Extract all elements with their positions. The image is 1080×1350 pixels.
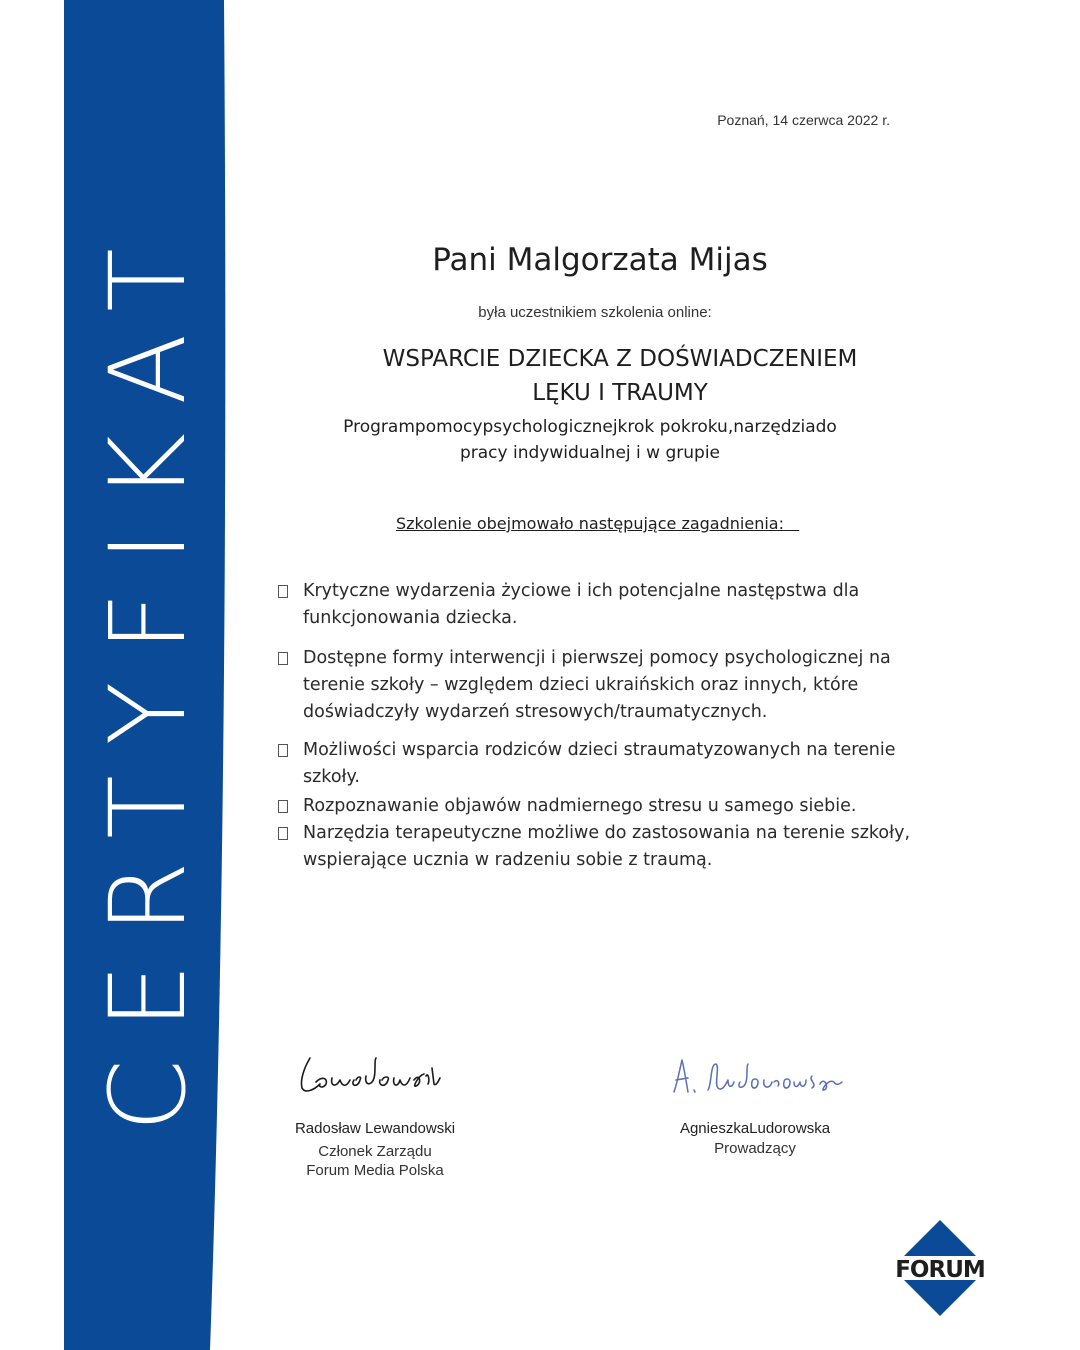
topic-item: [275, 578, 925, 632]
certificate-heading: CERTYFIKAT: [87, 218, 209, 1132]
issue-date: Poznań, 14 czerwca 2022 r.: [717, 112, 890, 128]
course-title: [320, 342, 920, 410]
course-subtitle: [300, 414, 880, 466]
signatory-right-name: AgnieszkaLudorowska: [679, 1120, 831, 1137]
bullet-box-icon: [278, 585, 288, 598]
topic-item: [275, 737, 925, 791]
signatory-right-role: Prowadzący: [714, 1140, 796, 1157]
forum-logo: [890, 1218, 990, 1318]
topics-list: [275, 578, 925, 874]
topic-text: Krytyczne wydarzenia życiowe i ich potencjalne następstwa dla funkcjonowania dziecka.: [303, 581, 860, 628]
bullet-box-icon: [278, 652, 288, 665]
intro-text: była uczestnikiem szkolenia online:: [478, 304, 712, 321]
signatory-right: [660, 1120, 850, 1158]
signature-ludorowska: [666, 1054, 846, 1102]
signatory-left-name: Radosław Lewandowski: [294, 1120, 456, 1137]
recipient-name: Pani Malgorzata Mijas: [432, 242, 768, 278]
signatory-left: [280, 1120, 470, 1180]
topic-item: [275, 645, 925, 726]
logo-text: FORUM: [895, 1257, 985, 1283]
signatory-left-role-2: Forum Media Polska: [306, 1162, 444, 1179]
course-subtitle-line-2: pracy indywidualnej i w grupie: [459, 443, 720, 463]
topic-item: [275, 820, 925, 874]
course-title-line-1: WSPARCIE DZIECKA Z DOŚWIADCZENIEM: [382, 346, 858, 372]
topic-text: Rozpoznawanie objawów nadmiernego stresu u samego siebie.: [303, 796, 857, 816]
topics-heading: Szkolenie obejmowało następujące zagadnienia:: [396, 514, 800, 533]
topic-text: Możliwości wsparcia rodziców dzieci straumatyzowanych na terenie szkoły.: [303, 740, 896, 787]
bullet-box-icon: [278, 800, 288, 813]
signature-lewandowski: [296, 1050, 446, 1096]
topic-item: [275, 793, 925, 820]
signatory-left-role-1: Członek Zarządu: [318, 1143, 432, 1160]
bullet-box-icon: [278, 827, 288, 840]
topic-text: Dostępne formy interwencji i pierwszej pomocy psychologicznej na terenie szkoły – względem dzieci ukraińskich oraz innych, które doświadczyły wydarzeń stresowych/traumatycznych.: [303, 648, 891, 722]
topic-text: Narzędzia terapeutyczne możliwe do zastosowania na terenie szkoły, wspierające ucznia w radzeniu sobie z traumą.: [303, 823, 911, 870]
course-subtitle-line-1: Programpomocypsychologicznejkrok pokroku,narzędziado: [343, 417, 837, 437]
bullet-box-icon: [278, 744, 288, 757]
course-title-line-2: LĘKU I TRAUMY: [532, 380, 708, 406]
